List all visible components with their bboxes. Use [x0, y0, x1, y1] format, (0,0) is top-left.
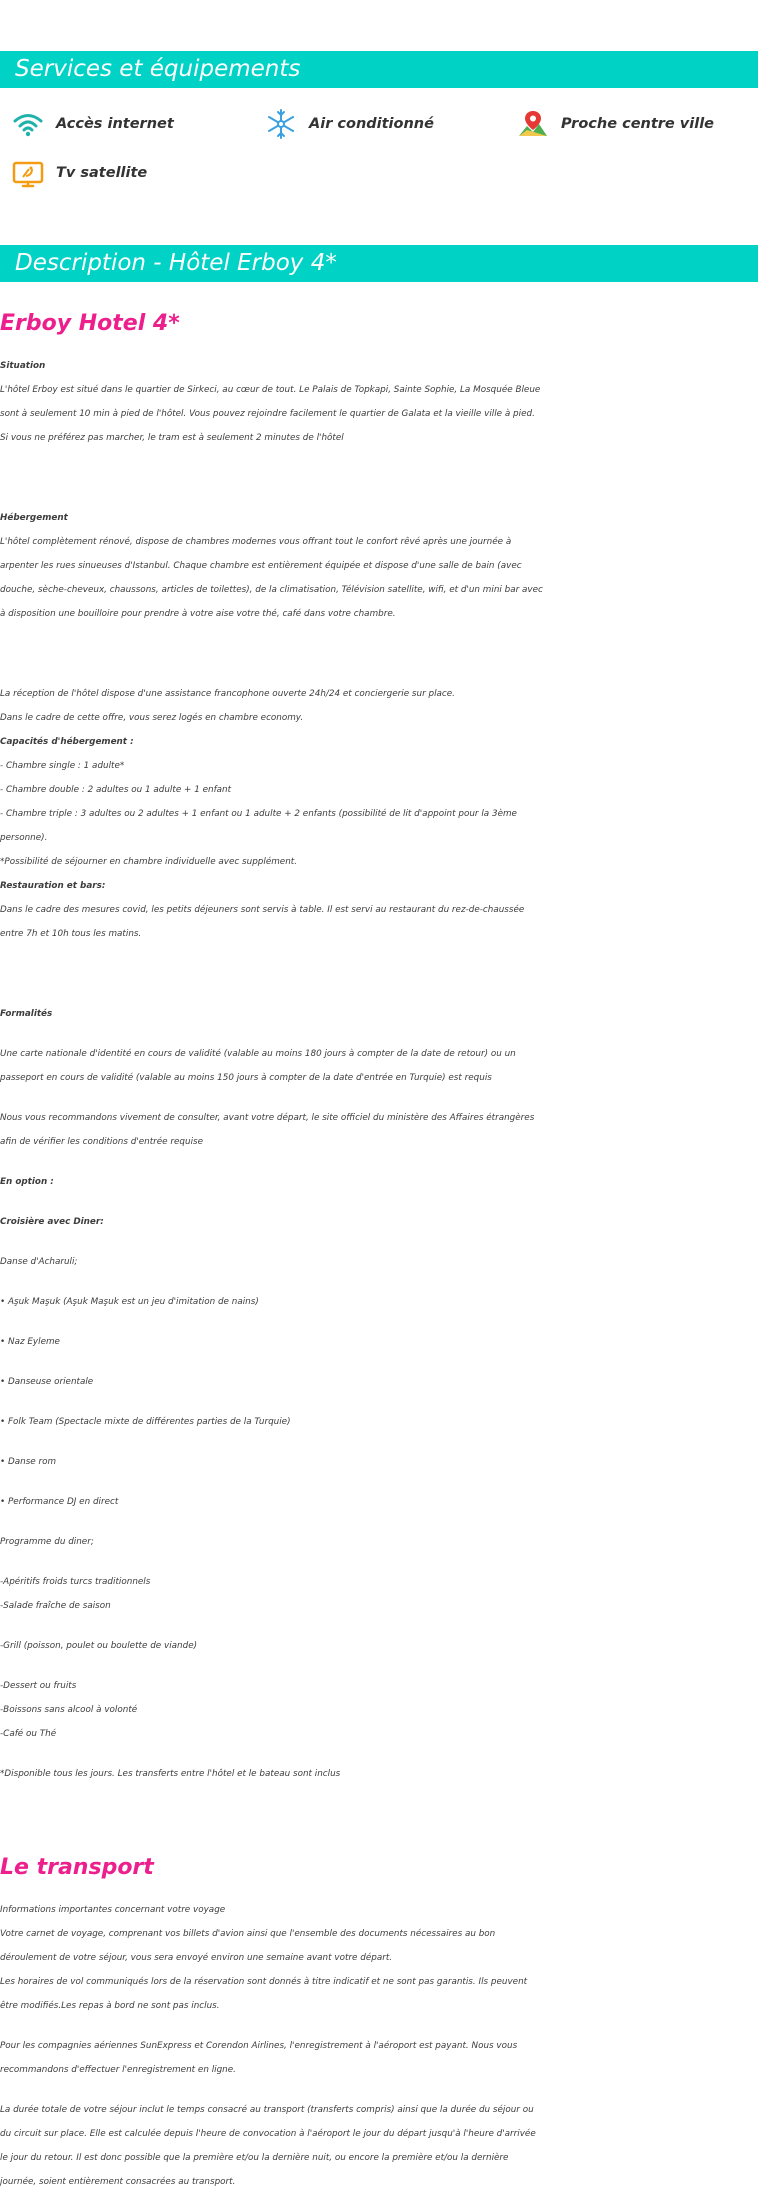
- hebergement-line: arpenter les rues sinueuses d'Istanbul. Chaque chambre est entièrement équipée et dispose d'une salle de bain (avec: [0, 561, 522, 571]
- services-header: Services et équipements: [0, 51, 758, 88]
- hebergement-line: douche, sèche-cheveux, chaussons, articles de toilettes), de la climatisation, Télévision satellite, wifi, et d'un mini bar avec: [0, 585, 543, 595]
- restauration-line: Dans le cadre des mesures covid, les petits déjeuners sont servis à table. Il est servi au restaurant du rez-de-chaussée: [0, 905, 525, 915]
- tv-icon: [12, 157, 44, 189]
- service-label: Accès internet: [56, 116, 174, 132]
- hebergement-line: à disposition une bouilloire pour prendre à votre aise votre thé, café dans votre chambre.: [0, 609, 396, 619]
- transport-line: La durée totale de votre séjour inclut le temps consacré au transport (transferts compris) ainsi que la durée du séjour ou: [0, 2105, 534, 2115]
- list-item: • Aşuk Maşuk (Aşuk Maşuk est un jeu d'imitation de nains): [0, 1297, 259, 1307]
- formalites-title: Formalités: [0, 1009, 53, 1019]
- capacites-line: - Chambre single : 1 adulte*: [0, 761, 125, 771]
- service-label: Air conditionné: [309, 116, 434, 132]
- programme-item: -Grill (poisson, poulet ou boulette de viande): [0, 1641, 198, 1651]
- transport-line: être modifiés.Les repas à bord ne sont pas inclus.: [0, 2001, 220, 2011]
- transport-line: Informations importantes concernant votre voyage: [0, 1905, 226, 1915]
- formalites-line: passeport en cours de validité (valable au moins 150 jours à compter de la date d'entrée en Turquie) est requis: [0, 1073, 492, 1083]
- formalites-line: Nous vous recommandons vivement de consulter, avant votre départ, le site officiel du ministère des Affaires étrangères: [0, 1113, 535, 1123]
- capacites-line: - Chambre triple : 3 adultes ou 2 adultes + 1 enfant ou 1 adulte + 2 enfants (possibilité de lit d'appoint pour la 3ème: [0, 809, 517, 819]
- transport-line: journée, soient entièrement consacrées au transport.: [0, 2177, 236, 2187]
- transport-line: Pour les compagnies aériennes SunExpress et Corendon Airlines, l'enregistrement à l'aéroport est payant. Nous vous: [0, 2041, 518, 2051]
- map-pin-icon: [517, 108, 549, 140]
- description-header: Description - Hôtel Erboy 4*: [0, 245, 758, 282]
- formalites-line: afin de vérifier les conditions d'entrée requise: [0, 1137, 204, 1147]
- capacites-line: personne).: [0, 833, 48, 843]
- capacites-title: Capacités d'hébergement :: [0, 737, 134, 747]
- wifi-icon: [12, 108, 44, 140]
- situation-title: Situation: [0, 361, 46, 371]
- hebergement-title: Hébergement: [0, 513, 68, 523]
- list-item: • Folk Team (Spectacle mixte de différentes parties de la Turquie): [0, 1417, 291, 1427]
- service-city-center: [517, 107, 714, 141]
- list-item: • Performance DJ en direct: [0, 1497, 119, 1507]
- situation-line: Si vous ne préférez pas marcher, le tram est à seulement 2 minutes de l'hôtel: [0, 433, 344, 443]
- croisiere-title: Croisière avec Diner:: [0, 1217, 104, 1227]
- capacites-line: - Chambre double : 2 adultes ou 1 adulte + 1 enfant: [0, 785, 232, 795]
- programme-item: -Boissons sans alcool à volonté: [0, 1705, 138, 1715]
- programme-item: -Salade fraîche de saison: [0, 1601, 111, 1611]
- transport-line: recommandons d'effectuer l'enregistrement en ligne.: [0, 2065, 236, 2075]
- list-item: • Danse rom: [0, 1457, 57, 1467]
- disponible-note: *Disponible tous les jours. Les transferts entre l'hôtel et le bateau sont inclus: [0, 1769, 341, 1779]
- programme-item: -Dessert ou fruits: [0, 1681, 77, 1691]
- service-aircon: [265, 107, 434, 141]
- transport-line: Votre carnet de voyage, comprenant vos billets d'avion ainsi que l'ensemble des documents nécessaires au bon: [0, 1929, 496, 1939]
- reception-line: La réception de l'hôtel dispose d'une assistance francophone ouverte 24h/24 et conciergerie sur place.: [0, 689, 455, 699]
- service-internet: [12, 107, 174, 141]
- list-item: • Danseuse orientale: [0, 1377, 94, 1387]
- transport-line: Les horaires de vol communiqués lors de la réservation sont donnés à titre indicatif et ne sont pas garantis. Ils peuvent: [0, 1977, 528, 1987]
- reception-line: Dans le cadre de cette offre, vous serez logés en chambre economy.: [0, 713, 304, 723]
- service-label: Tv satellite: [56, 165, 148, 181]
- service-tv: [12, 156, 147, 190]
- transport-line: déroulement de votre séjour, vous sera envoyé environ une semaine avant votre départ.: [0, 1953, 393, 1963]
- restauration-line: entre 7h et 10h tous les matins.: [0, 929, 142, 939]
- hebergement-line: L'hôtel complètement rénové, dispose de chambres modernes vous offrant tout le confort rêvé après une journée à: [0, 537, 512, 547]
- snowflake-icon: [265, 108, 297, 140]
- programme-item: -Apéritifs froids turcs traditionnels: [0, 1577, 151, 1587]
- service-label: Proche centre ville: [561, 116, 715, 132]
- transport-heading: Le transport: [0, 1855, 154, 1880]
- situation-line: sont à seulement 10 min à pied de l'hôtel. Vous pouvez rejoindre facilement le quartier de Galata et la vieille ville à pied.: [0, 409, 535, 419]
- transport-line: le jour du retour. Il est donc possible que la première et/ou la dernière nuit, ou encore la première et/ou la dernière: [0, 2153, 509, 2163]
- programme-item: -Café ou Thé: [0, 1729, 57, 1739]
- option-title: En option :: [0, 1177, 54, 1187]
- restauration-title: Restauration et bars:: [0, 881, 106, 891]
- capacites-line: *Possibilité de séjourner en chambre individuelle avec supplément.: [0, 857, 298, 867]
- transport-line: du circuit sur place. Elle est calculée depuis l'heure de convocation à l'aéroport le jour du départ jusqu'à l'heure d'arrivée: [0, 2129, 536, 2139]
- programme-title: Programme du diner;: [0, 1537, 94, 1547]
- danse-intro: Danse d'Acharuli;: [0, 1257, 78, 1267]
- list-item: • Naz Eyleme: [0, 1337, 60, 1347]
- formalites-line: Une carte nationale d'identité en cours de validité (valable au moins 180 jours à compter de la date de retour) ou un: [0, 1049, 516, 1059]
- hotel-name-heading: Erboy Hotel 4*: [0, 311, 180, 336]
- situation-line: L'hôtel Erboy est situé dans le quartier de Sirkeci, au cœur de tout. Le Palais de Topkapi, Sainte Sophie, La Mosquée Bleue: [0, 385, 541, 395]
